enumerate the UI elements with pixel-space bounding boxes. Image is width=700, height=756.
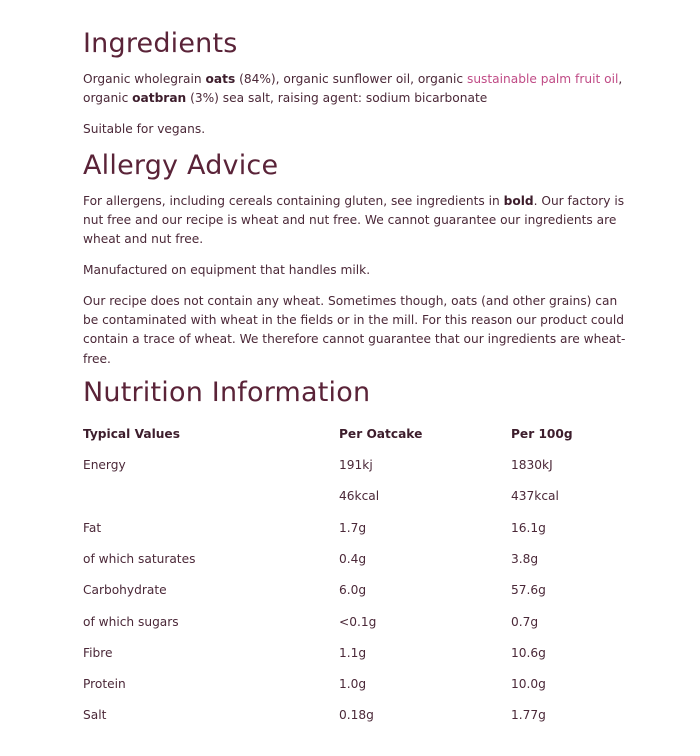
per-oatcake-value: 191kj — [339, 458, 373, 472]
allergy-bold-word: bold — [503, 194, 534, 208]
table-row — [83, 646, 643, 666]
per-100g-value: 1.77g — [511, 708, 546, 722]
per-oatcake-value: 1.1g — [339, 646, 367, 660]
nutrient-name: Energy — [83, 458, 126, 472]
nutrient-name: Carbohydrate — [83, 583, 167, 597]
per-100g-value: 10.6g — [511, 646, 546, 660]
nutrient-name: Salt — [83, 708, 107, 722]
ingredients-heading: Ingredients — [83, 28, 238, 59]
per-oatcake-value: 6.0g — [339, 583, 367, 597]
nutrient-name: of which sugars — [83, 615, 179, 629]
allergy-text-part: For allergens, including cereals containing gluten, see ingredients in — [83, 194, 504, 208]
per-100g-value: 16.1g — [511, 521, 546, 535]
per-oatcake-value: 46kcal — [339, 489, 380, 503]
column-header: Per 100g — [511, 427, 573, 441]
ingredients-text-part: (84%), organic sunflower oil, organic — [235, 72, 467, 86]
allergy-paragraph-3: Our recipe does not contain any wheat. Sometimes though, oats (and other grains) can be contaminated with wheat in the fields or in the mill. For this reason our product could contain a trace of wheat. We therefore cannot guarantee that our ingredients are wheat-free. — [83, 294, 626, 366]
vegan-note: Suitable for vegans. — [83, 122, 206, 136]
column-header: Typical Values — [83, 427, 180, 441]
per-100g-value: 437kcal — [511, 489, 559, 503]
nutrient-name: of which saturates — [83, 552, 196, 566]
allergy-paragraph-2: Manufactured on equipment that handles milk. — [83, 263, 371, 277]
ingredients-text-part: , organic — [83, 72, 623, 106]
allergy-paragraph-1 — [83, 192, 635, 250]
nutrient-name: Fat — [83, 521, 102, 535]
ingredients-text — [83, 70, 635, 108]
ingredients-text-part: Organic wholegrain — [83, 72, 206, 86]
nutrition-heading: Nutrition Information — [83, 377, 371, 408]
table-row — [83, 583, 643, 603]
nutrient-name: Fibre — [83, 646, 113, 660]
nutrient-name: Protein — [83, 677, 126, 691]
per-oatcake-value: 1.7g — [339, 521, 367, 535]
table-row — [83, 489, 643, 509]
per-100g-value: 3.8g — [511, 552, 539, 566]
allergy-text-part: . Our factory is nut free and our recipe is wheat and nut free. We cannot guarantee our ingredients are wheat and nut free. — [83, 194, 625, 247]
per-100g-value: 57.6g — [511, 583, 546, 597]
per-oatcake-value: 1.0g — [339, 677, 367, 691]
table-row — [83, 521, 643, 541]
table-row — [83, 458, 643, 478]
allergen-oats: oats — [205, 72, 236, 86]
ingredients-text-part: (3%) sea salt, raising agent: sodium bicarbonate — [186, 91, 488, 106]
per-oatcake-value: 0.4g — [339, 552, 367, 566]
per-100g-value: 1830kJ — [511, 458, 553, 472]
allergy-heading: Allergy Advice — [83, 150, 279, 181]
allergen-oatbran: oatbran — [132, 91, 187, 106]
column-header: Per Oatcake — [339, 427, 423, 441]
palm-oil-link[interactable]: sustainable palm fruit oil — [466, 72, 619, 86]
table-row — [83, 708, 643, 728]
per-100g-value: 10.0g — [511, 677, 546, 691]
table-row — [83, 615, 643, 635]
per-oatcake-value: 0.18g — [339, 708, 374, 722]
table-row — [83, 552, 643, 572]
per-oatcake-value: <0.1g — [339, 615, 377, 629]
table-row — [83, 677, 643, 697]
per-100g-value: 0.7g — [511, 615, 539, 629]
table-header-row — [83, 427, 643, 447]
